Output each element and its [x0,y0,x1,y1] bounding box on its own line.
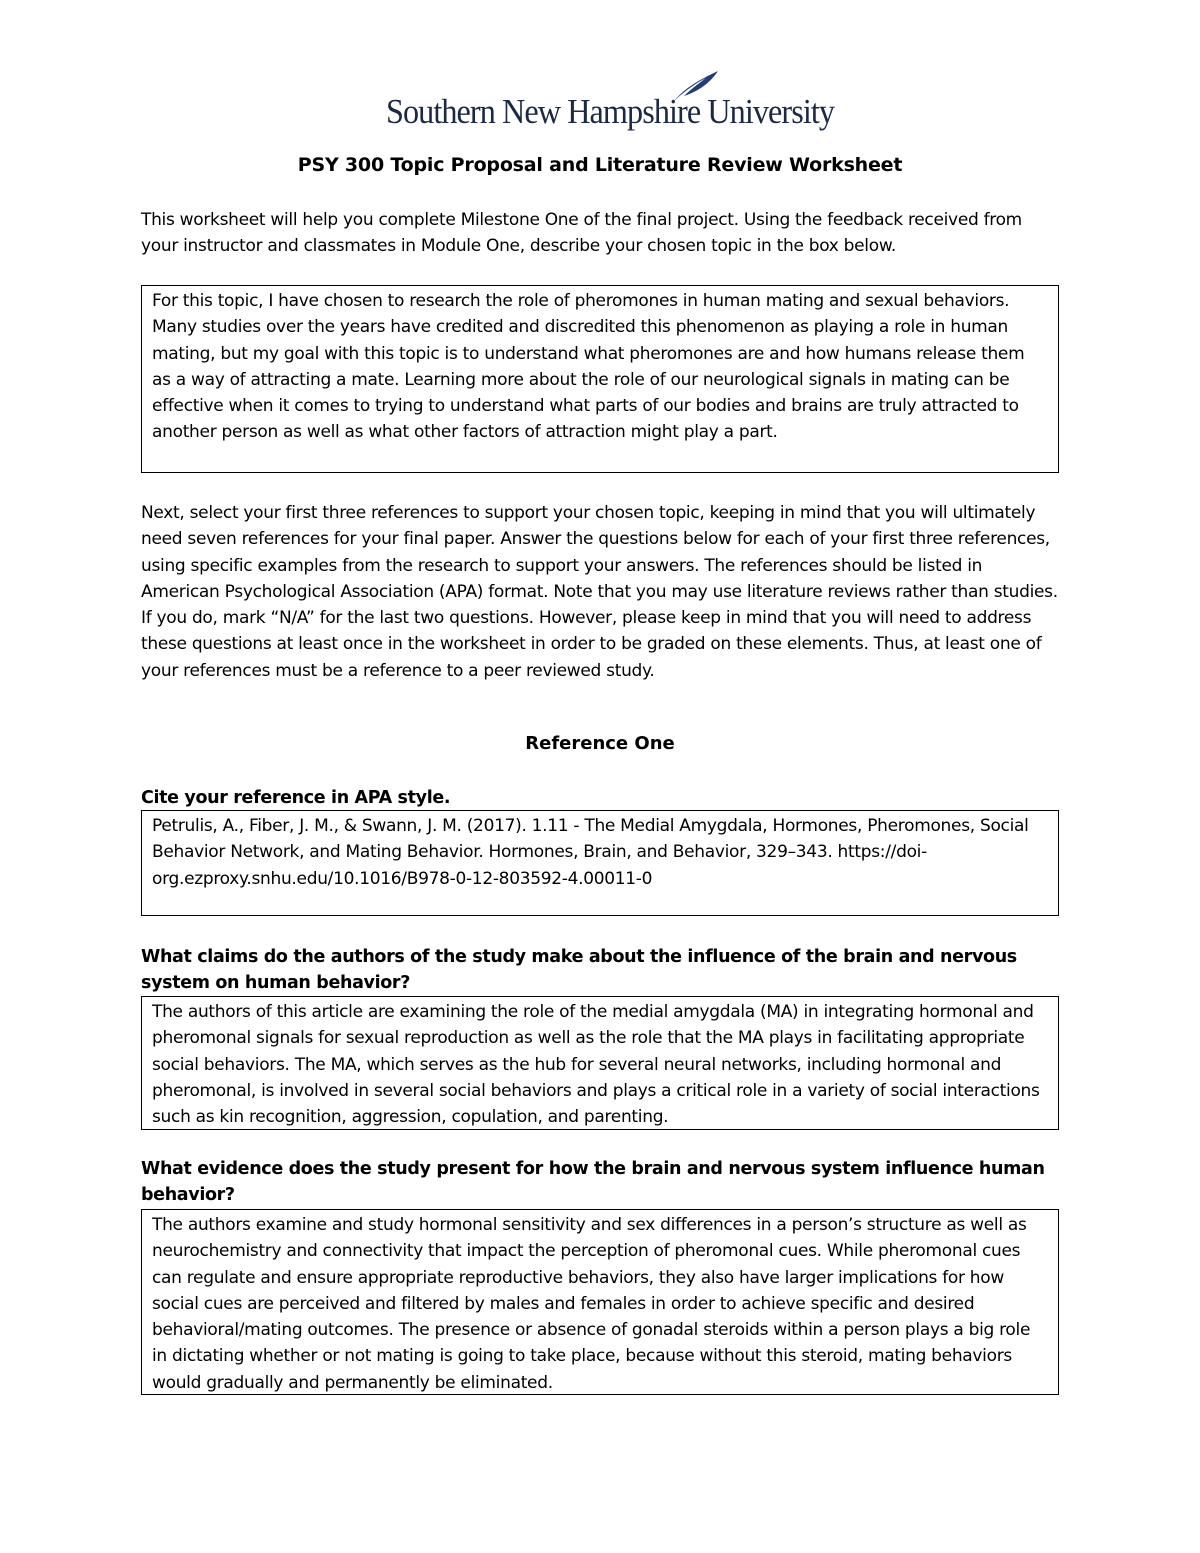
evidence-answer-box[interactable]: The authors examine and study hormonal sensitivity and sex differences in a person’s structure as well as neurochemistry and connectivity that impact the perception of pheromonal cues. While pheromonal cues can regulate and ensure appropriate reproductive behaviors, they also have larger implications for how social cues are perceived and filtered by males and females in order to achieve specific and desired behavioral/mating outcomes. The presence or absence of gonadal steroids within a person plays a big role in dictating whether or not mating is going to take place, because without this steroid, mating behaviors would gradually and permanently be eliminated. [141,1209,1059,1395]
claims-question: What claims do the authors of the study make about the influence of the brain and nervous system on human behavior? [141,947,1017,993]
university-logo [386,70,835,140]
logo-wordmark: Southern New Hampshire University [386,92,835,131]
intro-paragraph: This worksheet will help you complete Milestone One of the final project. Using the feedback received from your instructor and classmates in Module One, describe your chosen topic in the box below. [141,210,1022,257]
claims-answer-box[interactable]: The authors of this article are examining the role of the medial amygdala (MA) in integrating hormonal and pheromonal signals for sexual reproduction as well as the role that the MA plays in facilitating appropriate social behaviors. The MA, which serves as the hub for several neural networks, including hormonal and pheromonal, is involved in several social behaviors and plays a critical role in a variety of social interactions such as kin recognition, aggression, copulation, and parenting. [141,996,1059,1130]
instructions-paragraph: Next, select your first three references to support your chosen topic, keeping in mind that you will ultimately need seven references for your final paper. Answer the questions below for each of your first three references, using specific examples from the research to support your answers. The references should be listed in American Psychological Association (APA) format. Note that you may use literature reviews rather than studies. If you do, mark “N/A” for the last two questions. However, please keep in mind that you will need to address these questions at least once in the worksheet in order to be graded on these elements. Thus, at least one of your references must be a reference to a peer reviewed study. [141,503,1058,681]
reference-one-heading: Reference One [525,733,675,754]
evidence-question: What evidence does the study present for how the brain and nervous system influence human behavior? [141,1159,1045,1205]
topic-description-box[interactable]: For this topic, I have chosen to research the role of pheromones in human mating and sexual behaviors. Many studies over the years have credited and discredited this phenomenon as playing a role in human mating, but my goal with this topic is to understand what pheromones are and how humans release them as a way of attracting a mate. Learning more about the role of our neurological signals in mating can be effective when it comes to trying to understand what parts of our bodies and brains are truly attracted to another person as well as what other factors of attraction might play a part. [141,285,1059,473]
page-title: PSY 300 Topic Proposal and Literature Review Worksheet [297,154,903,176]
citation-box[interactable]: Petrulis, A., Fiber, J. M., & Swann, J. M. (2017). 1.11 - The Medial Amygdala, Hormones, Pheromones, Social Behavior Network, and Mating Behavior. Hormones, Brain, and Behavior, 329–343. https://doi-org.ezproxy.snhu.edu/10.1016/B978-0-12-803592-4.00011-0 [141,810,1059,916]
cite-reference-label: Cite your reference in APA style. [141,788,451,808]
